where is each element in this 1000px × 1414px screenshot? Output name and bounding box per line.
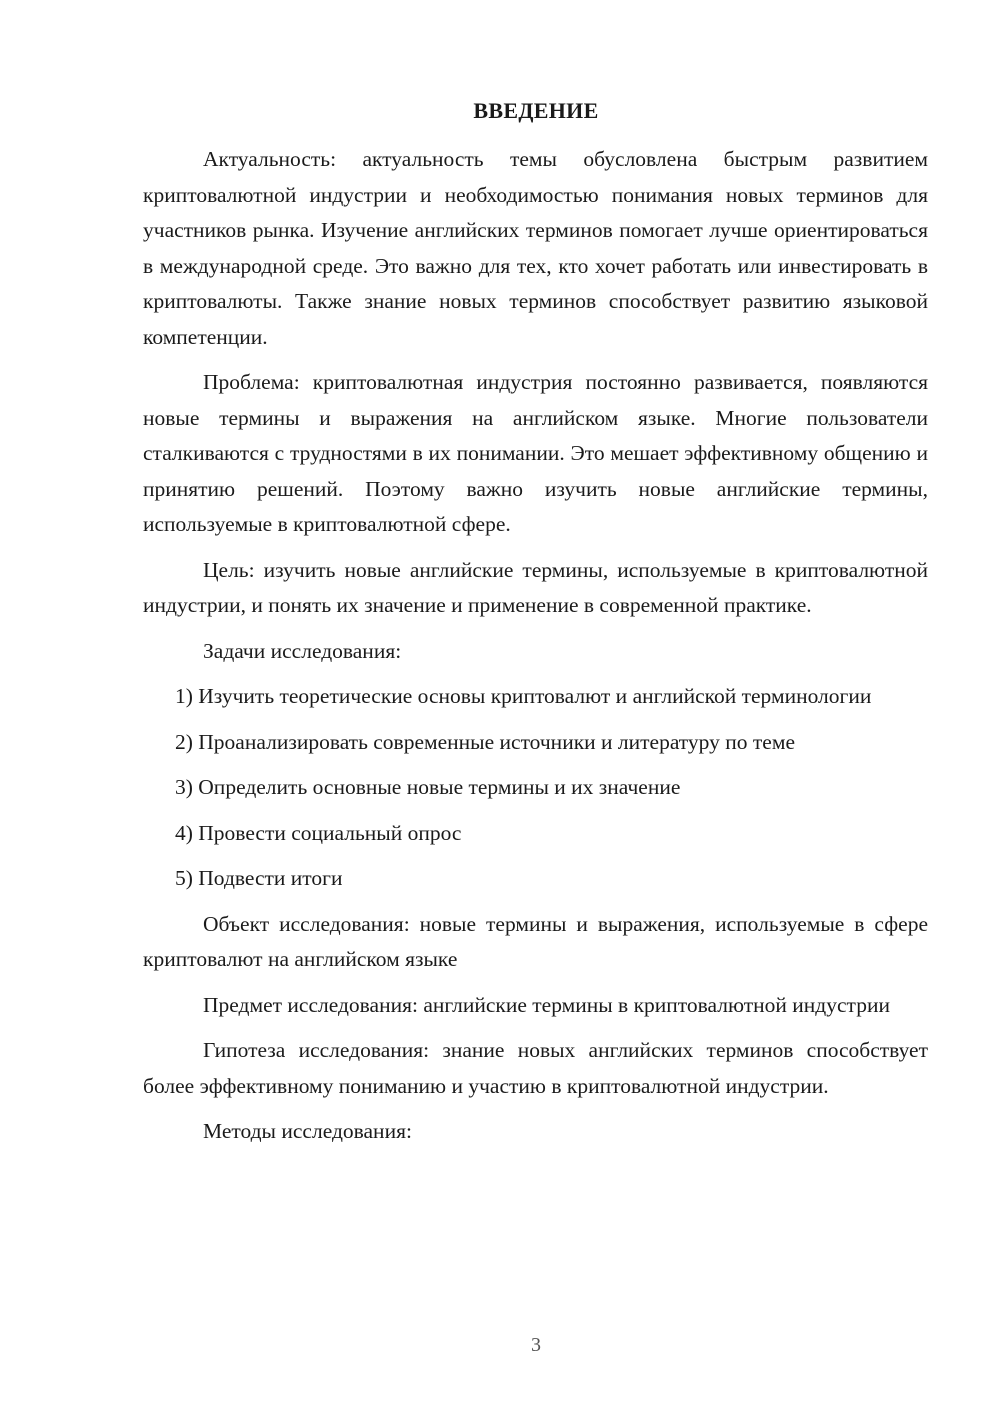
- list-item: 4) Провести социальный опрос: [175, 820, 462, 845]
- tasks-heading: Задачи исследования:: [203, 638, 402, 663]
- list-item: 5) Подвести итоги: [175, 866, 343, 890]
- hypothesis-paragraph: Гипотеза исследования: знание новых английских терминов способствует более эффективному пониманию и участию в криптовалютной индустрии.: [143, 1038, 928, 1098]
- list-item: 3) Определить основные новые термины и их значение: [175, 775, 681, 799]
- methods-heading: Методы исследования:: [203, 1119, 412, 1143]
- subject-paragraph: Предмет исследования: английские термины в криптовалютной индустрии: [203, 992, 890, 1017]
- problem-paragraph: Проблема: криптовалютная индустрия постоянно развивается, появляются новые термины и выражения на английском языке. Многие пользователи сталкиваются с трудностями в их понимании. Это мешает эффективному общению и принятию решений. Поэтому важно изучить новые английские термины, используемые в криптовалютной сфере.: [143, 370, 928, 536]
- list-item: 2) Проанализировать современные источники и литературу по теме: [175, 729, 795, 754]
- list-item: 1) Изучить теоретические основы криптовалют и английской терминологии: [175, 684, 872, 708]
- tasks-list: [143, 679, 928, 897]
- page-title: ВВЕДЕНИЕ: [473, 98, 599, 123]
- document-body: [143, 142, 928, 1150]
- goal-paragraph: Цель: изучить новые английские термины, используемые в криптовалютной индустрии, и понять их значение и применение в современной практике.: [143, 557, 928, 617]
- object-paragraph: Объект исследования: новые термины и выражения, используемые в сфере криптовалют на английском языке: [143, 911, 928, 971]
- relevance-paragraph: Актуальность: актуальность темы обусловлена быстрым развитием криптовалютной индустрии и необходимостью понимания новых терминов для участников рынка. Изучение английских терминов помогает лучше ориентироваться в международной среде. Это важно для тех, кто хочет работать или инвестировать в криптовалюты. Также знание новых терминов способствует развитию языковой компетенции.: [143, 147, 928, 349]
- page-number: 3: [531, 1334, 541, 1356]
